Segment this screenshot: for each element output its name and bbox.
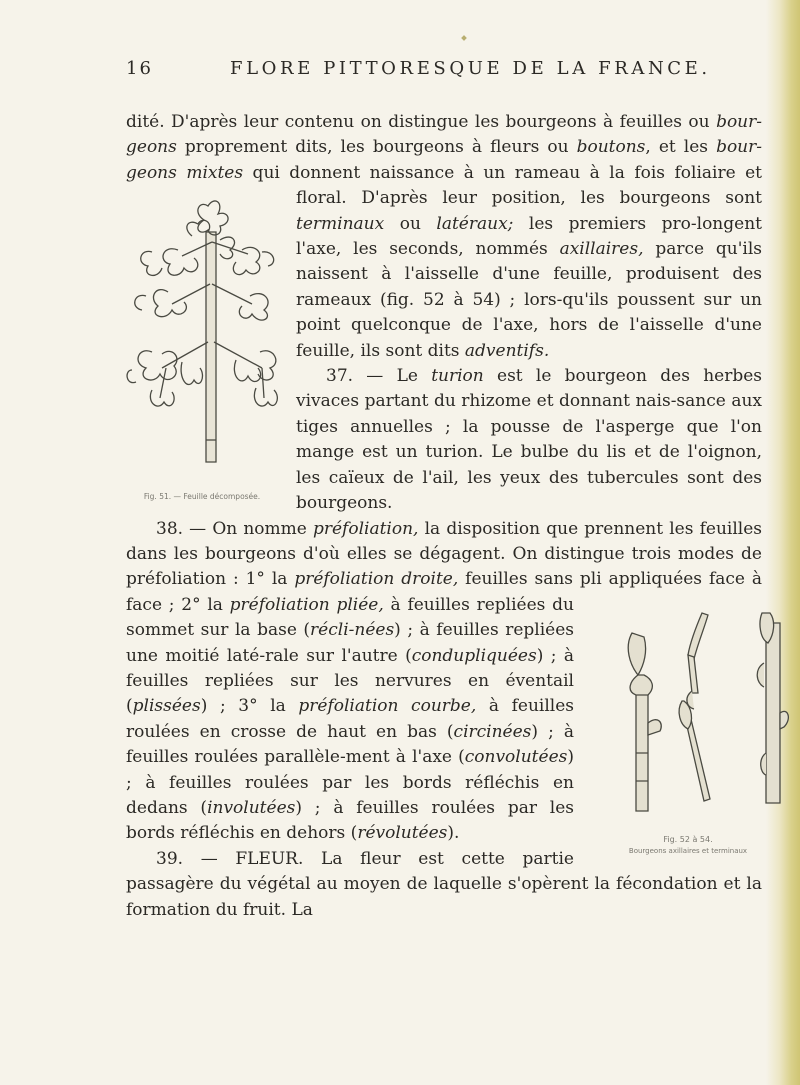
bud-illustrations xyxy=(614,603,792,823)
paragraph-bourgeons-types: dité. D'après leur contenu on distingue les bourgeons à feuilles ou bour-geons proprement dits, les bourgeons à fleurs ou boutons, et les bour-geons mixtes qui donnent naissance à un rameau à la fois foliaire et floral. D'après leur position, les bourgeons sont Fig. 51. — Feuille décomposée. terminaux ou latéraux; les premiers pro-longent l'axe, les seconds, nommés axillaires, parce qu'ils naissent à l'aisselle d'une feuille, produisent des rameaux (fig. 52 à 54) ; lors-qu'ils poussent sur un point quelconque de l'axe, hors de l'aisselle d'une feuille, ils sont dits adventifs. xyxy=(126,110,762,364)
figure-51 xyxy=(122,192,282,502)
figure-52-caption-text: Bourgeons axillaires et terminaux xyxy=(628,846,748,855)
figure-52-caption-number: Fig. 52 à 54. xyxy=(663,834,713,844)
figure-52-54 xyxy=(584,603,762,857)
compound-leaf-illustration xyxy=(122,192,282,482)
page-number: 16 xyxy=(126,58,153,79)
ink-speck xyxy=(461,35,467,41)
paragraph-prefoliation: 38. — On nomme préfoliation, la disposition que prennent les feuilles dans les bourgeons d'où elles se dégagent. On distingue trois modes de préfoliation : 1° la préfoliation droite, feuilles sans pli appliquées face à face ; 2° la préfoliation pliée, Fig. 52 à 54. Bourgeons axillaires et terminaux à feuilles repliées du sommet sur la base (récli-nées) ; à feuilles repliées une moitié laté-rale sur l'autre (condupliquées) ; à feuilles repliées sur les nervures en éventail (plissées) ; 3° la préfoliation courbe, à feuilles roulées en crosse de haut en bas (circinées) ; à feuilles roulées parallèle-ment à l'axe (convolutées) ; à feuilles roulées par les bords réfléchis en dedans (involutées) ; à feuilles roulées par les bords réfléchis en dehors (révolutées). xyxy=(126,517,762,847)
body-text xyxy=(126,110,762,923)
page-edge-tint xyxy=(766,0,800,1085)
paragraph-turion: 37. — Le turion est le bourgeon des herbes vivaces partant du rhizome et donnant nais-sance aux tiges annuelles ; la pousse de l'asperge que l'on mange est un turion. Le bulbe du lis et de l'oignon, les caïeux de l'ail, les yeux des tubercules sont des bourgeons. xyxy=(296,366,762,514)
running-title: FLORE PITTORESQUE DE LA FRANCE. xyxy=(230,58,711,79)
figure-51-caption: Fig. 51. — Feuille décomposée. xyxy=(143,492,261,502)
paragraph-fleur: 39. — FLEUR. La fleur est cette partie passagère du végétal au moyen de laquelle s'opèrent la fécondation et la formation du fruit. La xyxy=(126,848,762,920)
